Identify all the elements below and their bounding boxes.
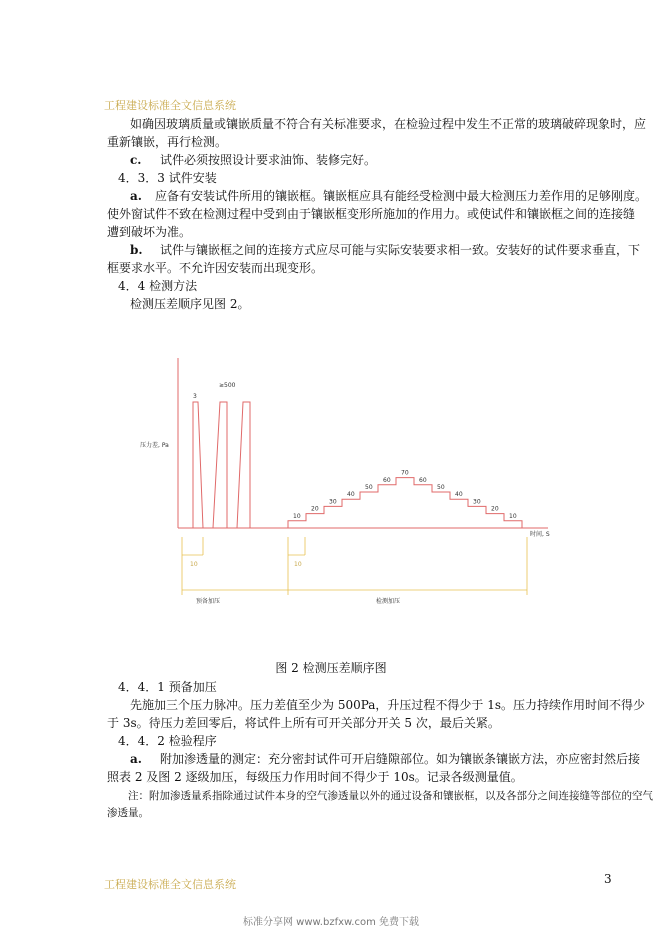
figure-caption: 图 2 检测压差顺序图 — [275, 661, 387, 675]
paragraph-line: 于 3s。待压力差回零后，将试件上所有可开关部分开关 5 次，最后关紧。 — [107, 716, 500, 730]
list-item-a: 应备有安装试件所用的镶嵌框。镶嵌框应具有能经受检测中最大检测压力差作用的足够刚度。 — [155, 189, 648, 203]
note-line: 渗透量。 — [107, 807, 149, 819]
x-axis-label: 时间, S — [530, 531, 550, 538]
list-label-a2: a. — [130, 752, 142, 766]
test-phase-label: 检测加压 — [376, 598, 401, 605]
step-label: 10 — [293, 512, 301, 520]
list-item-b: 试件与镶嵌框之间的连接方式应尽可能与实际安装要求相一致。安装好的试件要求垂直，下 — [160, 243, 641, 257]
pressure-sequence-chart — [120, 350, 560, 615]
pressure-pulses — [193, 402, 250, 528]
step-label: 60 — [383, 476, 391, 484]
paragraph-line: 如确因玻璃质量或镶嵌质量不符合有关标准要求，在检验过程中发生不正常的玻璃破碎现象时，应 — [130, 117, 647, 131]
note-line: 注：附加渗透量系指除通过试件本身的空气渗透量以外的通过设备和镶嵌框，以及各部分之间连接缝等部位的空气 — [128, 790, 653, 802]
step-label: 20 — [311, 505, 319, 513]
paragraph-line: 框要求水平。不允许因安装而出现变形。 — [107, 261, 324, 275]
paragraph-line: 先施加三个压力脉冲。压力差值至少为 500Pa，升压过程不得少于 1s。压力持续作用时间不得少 — [130, 698, 646, 712]
step-label: 40 — [347, 491, 355, 499]
test-step-line — [288, 478, 548, 528]
pre-duration-label: 10 — [190, 561, 198, 568]
list-label-a: a. — [130, 189, 142, 203]
paragraph-line: 使外窗试件不致在检测过程中受到由于镶嵌框变形所施加的作用力。或使试件和镶嵌框之间的连接缝 — [107, 207, 636, 221]
header-watermark: 工程建设标准全文信息系统 — [104, 99, 236, 112]
section-heading-4-3-3: 4．3．3 试件安装 — [118, 171, 217, 185]
list-item-a2: 附加渗透量的测定：充分密封试件可开启缝隙部位。如为镶嵌条镶嵌方法，亦应密封然后接 — [160, 752, 641, 766]
site-footer: 标准分享网 www.bzfxw.com 免费下载 — [243, 917, 419, 928]
step-label: 70 — [401, 469, 409, 477]
paragraph-line: 遭到破坏为准。 — [107, 225, 192, 239]
pulse-min-label: ≥500 — [219, 382, 236, 389]
pulse-1 — [193, 402, 203, 528]
step-label: 50 — [437, 484, 445, 491]
step-label: 50 — [365, 484, 373, 491]
step-label: 30 — [329, 498, 337, 506]
list-item-c: 试件必须按照设计要求油饰、装修完好。 — [160, 153, 377, 167]
paragraph-line: 重新镶嵌，再行检测。 — [107, 135, 228, 149]
paragraph-line: 照表 2 及图 2 逐级加压，每级压力作用时间不得少于 10s。记录各级测量值。 — [107, 770, 523, 784]
step-label: 40 — [455, 491, 463, 499]
step-label: 10 — [509, 512, 517, 520]
section-heading-4-4: 4．4 检测方法 — [118, 279, 198, 293]
pulse-top-label: 3 — [193, 393, 197, 400]
list-label-c: c. — [130, 153, 142, 167]
pre-phase-label: 预备加压 — [196, 598, 221, 605]
list-label-b: b. — [130, 243, 143, 257]
step-label: 30 — [473, 498, 481, 506]
section-heading-4-4-1: 4．4．1 预备加压 — [118, 680, 217, 694]
paragraph-line: 检测压差顺序见图 2。 — [130, 297, 250, 311]
y-axis-label: 压力差, Pa — [140, 442, 169, 449]
test-duration-label: 10 — [294, 561, 302, 568]
pulse-2 — [213, 402, 227, 528]
footer-watermark: 工程建设标准全文信息系统 — [104, 878, 236, 891]
pulse-3 — [237, 402, 250, 528]
step-label: 20 — [491, 505, 499, 513]
page-number: 3 — [604, 872, 612, 886]
step-label: 60 — [419, 476, 427, 484]
section-heading-4-4-2: 4．4．2 检验程序 — [118, 734, 217, 748]
